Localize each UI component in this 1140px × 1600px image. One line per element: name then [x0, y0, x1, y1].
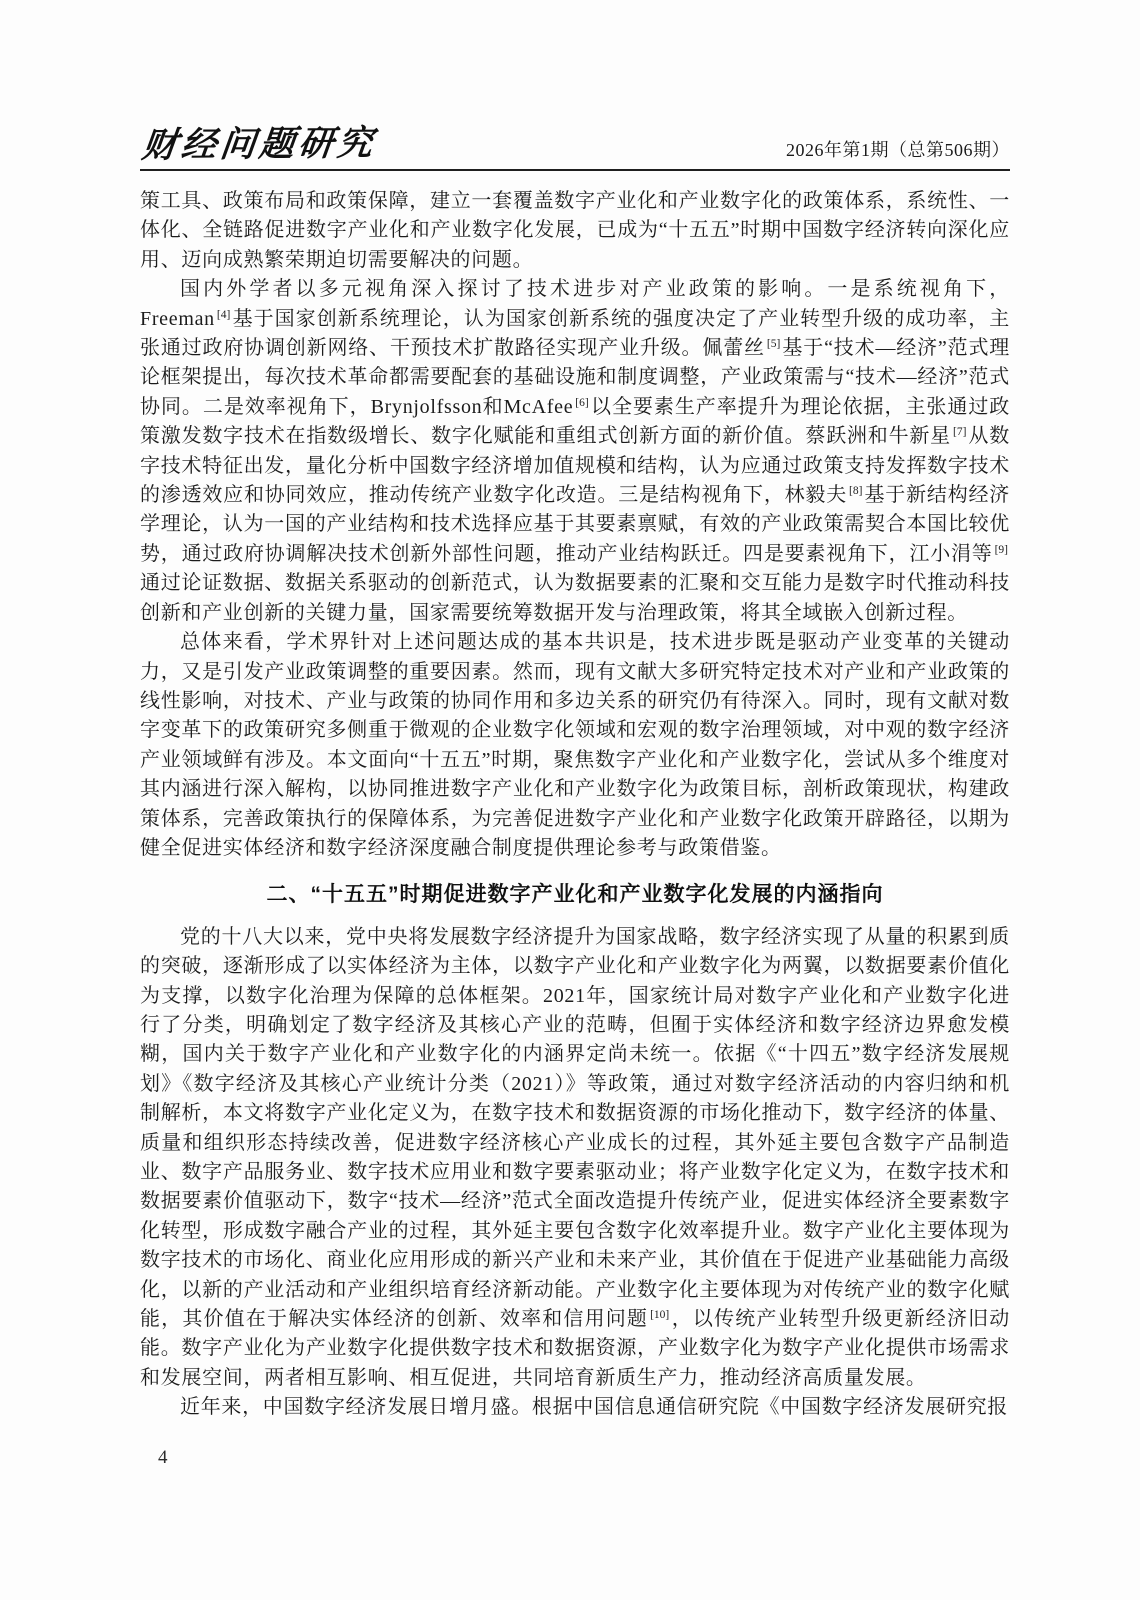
paragraph-text: 策工具、政策布局和政策保障，建立一套覆盖数字产业化和产业数字化的政策体系，系统性、一体化、全链路促进数字产业化和产业数字化发展，已成为“十五五”时期中国数字经济转向深化应用、迈向成熟繁荣期迫切需要解决的问题。 — [140, 190, 1010, 271]
citation-ref: [9] — [994, 543, 1008, 556]
paragraph-text: 国内外学者以多元视角深入探讨了技术进步对产业政策的影响。一是系统视角下，Freeman — [140, 278, 1010, 330]
paragraph-text: 总体来看，学术界针对上述问题达成的基本共识是，技术进步既是驱动产业变革的关键动力，又是引发产业政策调整的重要因素。然而，现有文献大多研究特定技术对产业和产业政策的线性影响，对技术、产业与政策的协同作用和多边关系的研究仍有待深入。同时，现有文献对数字变革下的政策研究多侧重于微观的企业数字化领域和宏观的数字治理领域，对中观的数字经济产业领域鲜有涉及。本文面向“十五五”时期，聚焦数字产业化和产业数字化，尝试从多个维度对其内涵进行深入解构，以协同推进数字产业化和产业数字化为政策目标，剖析政策现状，构建政策体系，完善政策执行的保障体系，为完善促进数字产业化和产业数字化政策开辟路径，以期为健全促进实体经济和数字经济深度融合制度提供理论参考与政策借鉴。 — [140, 631, 1010, 859]
paragraph-text: 近年来，中国数字经济发展日增月盛。根据中国信息通信研究院《中国数字经济发展研究报 — [180, 1396, 1008, 1419]
section-heading: 二、“十五五”时期促进数字产业化和产业数字化发展的内涵指向 — [266, 883, 884, 907]
body-paragraph — [140, 628, 1010, 863]
page-header — [140, 0, 1010, 171]
citation-ref: [6] — [575, 396, 589, 409]
body-paragraph — [140, 923, 1010, 1394]
citation-ref: [4] — [216, 308, 231, 321]
journal-logo: 财经问题研究 — [140, 123, 379, 165]
body-paragraph — [140, 187, 1010, 275]
paragraph-text: 从数字技术特征出发，量化分析中国数字经济增加值规模和结构，认为应通过政策支持发挥数字技术的渗透效应和协同效应，推动传统产业数字化改造。三是结构视角下，林毅夫 — [140, 425, 1010, 507]
paragraph-text: 基于国家创新系统理论，认为国家创新系统的强度决定了产业转型升级的成功率，主张通过政府协调创新网络、干预技术扩散路径实现产业升级。佩蕾丝 — [140, 307, 1010, 360]
paragraph-text: 党的十八大以来，党中央将发展数字经济提升为国家战略，数字经济实现了从量的积累到质的突破，逐渐形成了以实体经济为主体，以数字产业化和产业数字化为两翼，以数据要素价值化为支撑，以数字化治理为保障的总体框架。2021年，国家统计局对数字产业化和产业数字化进行了分类，明确划定了数字经济及其核心产业的范畴，但囿于实体经济和数字经济边界愈发模糊，国内关于数字产业化和产业数字化的内涵界定尚未统一。依据《“十四五”数字经济发展规划》《数字经济及其核心产业统计分类（2021）》等政策，通过对数字经济活动的内容归纳和机制解析，本文将数字产业化定义为，在数字技术和数据资源的市场化推动下，数字经济的体量、质量和组织形态持续改善，促进数字经济核心产业成长的过程，其外延主要包含数字产品制造业、数字产品服务业、数字技术应用业和数字要素驱动业；将产业数字化定义为，在数字技术和数据要素价值驱动下，数字“技术—经济”范式全面改造提升传统产业，促进实体经济全要素数字化转型，形成数字融合产业的过程，其外延主要包含数字化效率提升业。数字产业化主要体现为数字技术的市场化、商业化应用形成的新兴产业和未来产业，其价值在于促进产业基础能力高级化，以新的产业活动和产业组织培育经济新动能。产业数字化主要体现为对传统产业的数字化赋能，其价值在于解决实体经济的创新、效率和信用问题 — [140, 925, 1010, 1331]
citation-ref: [8] — [849, 485, 863, 498]
page-number: 4 — [158, 1446, 168, 1468]
page-content — [140, 0, 1010, 1469]
issue-info: 2026年第1期（总第506期） — [786, 140, 1010, 160]
article-body — [140, 171, 1010, 1423]
paragraph-text: 基于新结构经济学理论，认为一国的产业结构和技术选择应基于其要素禀赋，有效的产业政策需契合本国比较优势，通过政府协调解决技术创新外部性问题，推动产业结构跃迁。四是要素视角下，江小涓等 — [140, 484, 1010, 565]
body-paragraph — [140, 275, 1010, 628]
body-paragraph — [140, 1393, 1010, 1422]
citation-ref: [5] — [766, 338, 781, 351]
paragraph-text: 通过论证数据、数据关系驱动的创新范式，认为数据要素的汇聚和交互能力是数字时代推动科技创新和产业创新的关键力量，国家需要统筹数据开发与治理政策，将其全域嵌入创新过程。 — [140, 572, 1010, 624]
paragraph-text: 基于“技术—经济”范式理论框架提出，每次技术革命都需要配套的基础设施和制度调整，产业政策需与“技术—经济”范式协同。二是效率视角下，Brynjolfsson和McAfee — [140, 337, 1010, 418]
citation-ref: [10] — [650, 1309, 670, 1322]
citation-ref: [7] — [952, 426, 967, 439]
paragraph-text: 以全要素生产率提升为理论依据，主张通过政策激发数字技术在指数级增长、数字化赋能和重组式创新方面的新价值。蔡跃洲和牛新星 — [140, 395, 1011, 448]
paragraph-text: ，以传统产业转型升级更新经济旧动能。数字产业化为产业数字化提供数字技术和数据资源，产业数字化为数字产业化提供市场需求和发展空间，两者相互影响、相互促进，共同培育新质生产力，推动经济高质量发展。 — [140, 1308, 1010, 1389]
